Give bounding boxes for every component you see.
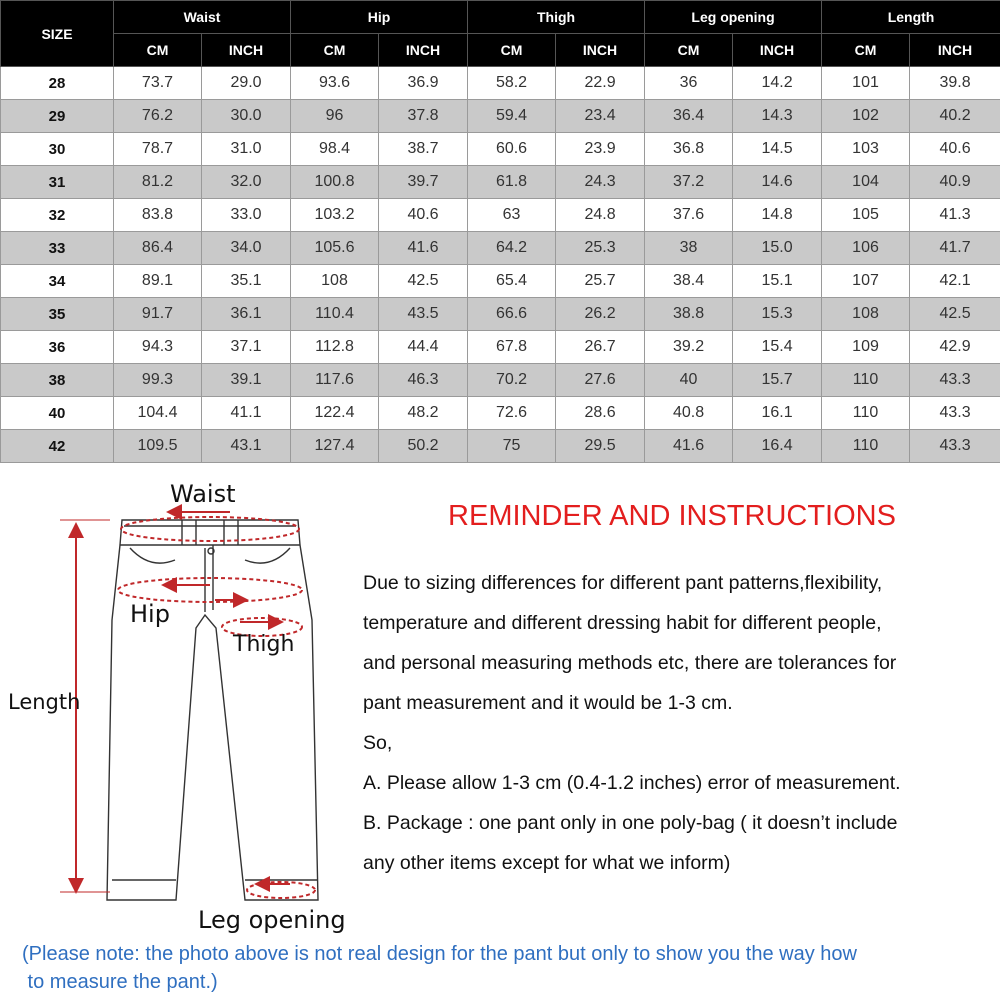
measure-cell: 59.4 (468, 100, 556, 133)
measure-cell: 31.0 (202, 133, 291, 166)
measure-cell: 81.2 (114, 166, 202, 199)
measure-cell: 100.8 (291, 166, 379, 199)
measure-cell: 16.4 (733, 430, 822, 463)
measure-cell: 42.1 (910, 265, 1000, 298)
reminder-line: So, (363, 732, 393, 754)
reminder-title: REMINDER AND INSTRUCTIONS (448, 500, 896, 532)
measure-cell: 43.3 (910, 430, 1000, 463)
measure-cell: 14.2 (733, 67, 822, 100)
size-cell: 35 (1, 298, 114, 331)
photo-note-line: (Please note: the photo above is not real design for the pant but only to show you the way how (22, 943, 857, 965)
measure-cell: 40.9 (910, 166, 1000, 199)
size-cell: 38 (1, 364, 114, 397)
size-chart-body (1, 67, 1000, 463)
table-row (1, 364, 1000, 397)
measure-cell: 93.6 (291, 67, 379, 100)
table-row (1, 166, 1000, 199)
measure-cell: 15.0 (733, 232, 822, 265)
measure-cell: 83.8 (114, 199, 202, 232)
measure-cell: 105.6 (291, 232, 379, 265)
measure-cell: 37.6 (645, 199, 733, 232)
measure-cell: 98.4 (291, 133, 379, 166)
measure-cell: 86.4 (114, 232, 202, 265)
measure-cell: 25.7 (556, 265, 645, 298)
measure-cell: 37.2 (645, 166, 733, 199)
measure-cell: 72.6 (468, 397, 556, 430)
measure-cell: 34.0 (202, 232, 291, 265)
measure-cell: 28.6 (556, 397, 645, 430)
reminder-line: Due to sizing differences for different pant patterns,flexibility, (363, 572, 883, 594)
measure-cell: 78.7 (114, 133, 202, 166)
measure-cell: 46.3 (379, 364, 468, 397)
table-row (1, 232, 1000, 265)
measure-cell: 27.6 (556, 364, 645, 397)
measure-cell: 15.7 (733, 364, 822, 397)
measure-cell: 38.7 (379, 133, 468, 166)
measure-cell: 112.8 (291, 331, 379, 364)
measure-cell: 43.5 (379, 298, 468, 331)
measure-cell: 127.4 (291, 430, 379, 463)
measure-cell: 103.2 (291, 199, 379, 232)
measure-cell: 29.0 (202, 67, 291, 100)
size-chart-table (0, 0, 1000, 463)
thigh-label: Thigh (233, 632, 295, 657)
measure-cell: 41.3 (910, 199, 1000, 232)
measure-cell: 110 (822, 397, 910, 430)
measure-cell: 22.9 (556, 67, 645, 100)
measure-cell: 43.1 (202, 430, 291, 463)
measure-cell: 106 (822, 232, 910, 265)
unit-inch: INCH (379, 34, 468, 67)
measure-cell: 73.7 (114, 67, 202, 100)
measure-cell: 67.8 (468, 331, 556, 364)
measure-cell: 25.3 (556, 232, 645, 265)
measure-cell: 89.1 (114, 265, 202, 298)
measure-cell: 40.8 (645, 397, 733, 430)
measure-cell: 36.8 (645, 133, 733, 166)
measure-cell: 91.7 (114, 298, 202, 331)
size-cell: 32 (1, 199, 114, 232)
measure-cell: 44.4 (379, 331, 468, 364)
table-row (1, 67, 1000, 100)
measure-cell: 26.2 (556, 298, 645, 331)
measure-cell: 117.6 (291, 364, 379, 397)
table-row (1, 397, 1000, 430)
measure-cell: 39.8 (910, 67, 1000, 100)
measure-cell: 41.6 (645, 430, 733, 463)
measure-cell: 41.1 (202, 397, 291, 430)
measure-cell: 104 (822, 166, 910, 199)
measure-cell: 110.4 (291, 298, 379, 331)
measure-cell: 24.3 (556, 166, 645, 199)
measure-cell: 33.0 (202, 199, 291, 232)
measure-cell: 36.4 (645, 100, 733, 133)
measure-cell: 40 (645, 364, 733, 397)
measure-cell: 39.1 (202, 364, 291, 397)
measure-cell: 15.3 (733, 298, 822, 331)
reminder-line: any other items except for what we inform) (363, 852, 731, 874)
measure-cell: 104.4 (114, 397, 202, 430)
measure-cell: 43.3 (910, 364, 1000, 397)
table-row (1, 265, 1000, 298)
size-cell: 33 (1, 232, 114, 265)
measure-cell: 101 (822, 67, 910, 100)
measure-cell: 61.8 (468, 166, 556, 199)
length-label: Length (8, 690, 81, 714)
measure-cell: 36.1 (202, 298, 291, 331)
size-header: SIZE (1, 1, 114, 67)
measure-cell: 38.4 (645, 265, 733, 298)
measure-cell: 29.5 (556, 430, 645, 463)
measure-cell: 76.2 (114, 100, 202, 133)
size-cell: 30 (1, 133, 114, 166)
measure-cell: 15.4 (733, 331, 822, 364)
table-row (1, 133, 1000, 166)
measure-cell: 63 (468, 199, 556, 232)
measure-cell: 105 (822, 199, 910, 232)
measure-cell: 65.4 (468, 265, 556, 298)
measure-cell: 40.6 (379, 199, 468, 232)
measure-cell: 58.2 (468, 67, 556, 100)
measure-cell: 14.5 (733, 133, 822, 166)
pant-measure-diagram (0, 470, 360, 950)
measure-cell: 70.2 (468, 364, 556, 397)
waist-label: Waist (170, 480, 236, 508)
reminder-text (363, 563, 998, 883)
measure-cell: 110 (822, 430, 910, 463)
group-header-length: Length (822, 1, 1000, 34)
unit-inch: INCH (733, 34, 822, 67)
reminder-line: B. Package : one pant only in one poly-bag ( it doesn’t include (363, 812, 898, 834)
unit-cm: CM (291, 34, 379, 67)
unit-inch: INCH (556, 34, 645, 67)
measure-cell: 60.6 (468, 133, 556, 166)
size-cell: 34 (1, 265, 114, 298)
reminder-line: temperature and different dressing habit for different people, (363, 612, 882, 634)
measure-cell: 43.3 (910, 397, 1000, 430)
measure-cell: 16.1 (733, 397, 822, 430)
reminder-line: and personal measuring methods etc, there are tolerances for (363, 652, 897, 674)
measure-cell: 40.2 (910, 100, 1000, 133)
unit-cm: CM (114, 34, 202, 67)
measure-cell: 66.6 (468, 298, 556, 331)
group-header-waist: Waist (114, 1, 291, 34)
measure-cell: 94.3 (114, 331, 202, 364)
measure-cell: 64.2 (468, 232, 556, 265)
reminder-line: A. Please allow 1-3 cm (0.4-1.2 inches) error of measurement. (363, 772, 901, 794)
measure-cell: 39.2 (645, 331, 733, 364)
table-row (1, 430, 1000, 463)
measure-cell: 14.6 (733, 166, 822, 199)
measure-cell: 15.1 (733, 265, 822, 298)
measure-cell: 37.1 (202, 331, 291, 364)
measure-cell: 24.8 (556, 199, 645, 232)
size-cell: 29 (1, 100, 114, 133)
measure-cell: 110 (822, 364, 910, 397)
table-row (1, 331, 1000, 364)
measure-cell: 30.0 (202, 100, 291, 133)
photo-note (22, 940, 992, 996)
measure-cell: 39.7 (379, 166, 468, 199)
measure-cell: 122.4 (291, 397, 379, 430)
table-row (1, 199, 1000, 232)
measure-cell: 26.7 (556, 331, 645, 364)
size-cell: 31 (1, 166, 114, 199)
group-header-thigh: Thigh (468, 1, 645, 34)
measure-cell: 41.7 (910, 232, 1000, 265)
measure-cell: 42.5 (910, 298, 1000, 331)
measure-cell: 103 (822, 133, 910, 166)
size-cell: 40 (1, 397, 114, 430)
measure-cell: 14.3 (733, 100, 822, 133)
measure-cell: 37.8 (379, 100, 468, 133)
measure-cell: 38.8 (645, 298, 733, 331)
measure-cell: 35.1 (202, 265, 291, 298)
measure-cell: 23.9 (556, 133, 645, 166)
group-header-hip: Hip (291, 1, 468, 34)
photo-note-line: to measure the pant.) (22, 971, 218, 993)
size-cell: 28 (1, 67, 114, 100)
measure-cell: 23.4 (556, 100, 645, 133)
measure-cell: 109 (822, 331, 910, 364)
hip-label: Hip (130, 600, 170, 628)
leg-opening-label: Leg opening (198, 906, 346, 934)
unit-cm: CM (645, 34, 733, 67)
measure-cell: 102 (822, 100, 910, 133)
measure-cell: 32.0 (202, 166, 291, 199)
measure-cell: 108 (822, 298, 910, 331)
measure-cell: 99.3 (114, 364, 202, 397)
unit-cm: CM (468, 34, 556, 67)
measure-cell: 109.5 (114, 430, 202, 463)
measure-cell: 38 (645, 232, 733, 265)
unit-inch: INCH (910, 34, 1000, 67)
measure-cell: 36.9 (379, 67, 468, 100)
measure-cell: 42.5 (379, 265, 468, 298)
table-row (1, 100, 1000, 133)
group-header-leg-opening: Leg opening (645, 1, 822, 34)
measure-cell: 75 (468, 430, 556, 463)
reminder-line: pant measurement and it would be 1-3 cm. (363, 692, 733, 714)
size-cell: 36 (1, 331, 114, 364)
measure-cell: 36 (645, 67, 733, 100)
measure-cell: 42.9 (910, 331, 1000, 364)
measure-cell: 108 (291, 265, 379, 298)
size-cell: 42 (1, 430, 114, 463)
unit-inch: INCH (202, 34, 291, 67)
measure-cell: 41.6 (379, 232, 468, 265)
table-row (1, 298, 1000, 331)
measure-cell: 107 (822, 265, 910, 298)
measure-cell: 14.8 (733, 199, 822, 232)
unit-cm: CM (822, 34, 910, 67)
measure-cell: 50.2 (379, 430, 468, 463)
measure-cell: 96 (291, 100, 379, 133)
measure-cell: 40.6 (910, 133, 1000, 166)
measure-cell: 48.2 (379, 397, 468, 430)
